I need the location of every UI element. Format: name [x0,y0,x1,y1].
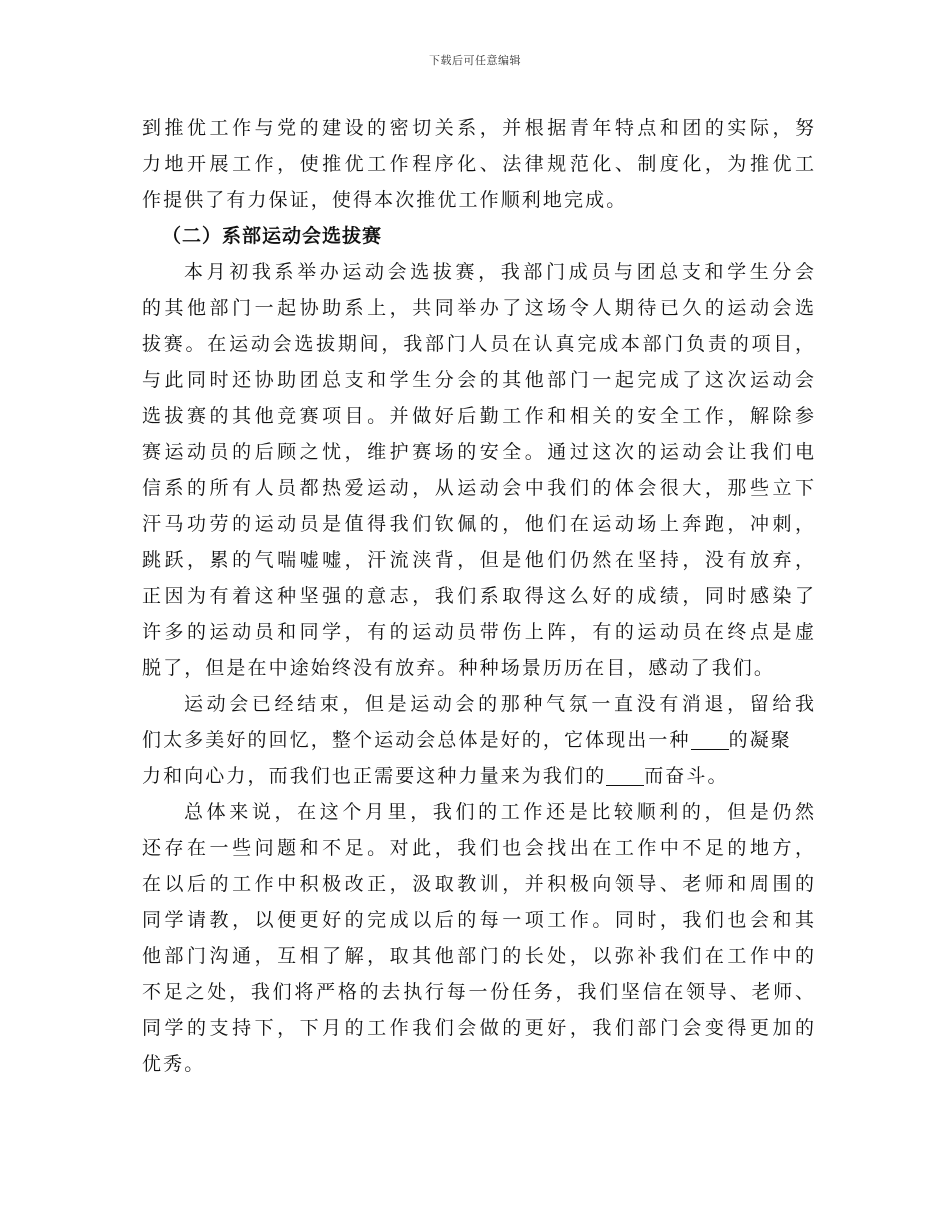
paragraph-line: 运动会已经结束，但是运动会的那种气氛一直没有消退，留给我 [184,693,814,715]
paragraph-line: 信系的所有人员都热爱运动，从运动会中我们的体会很大，那些立下 [142,477,814,499]
paragraph-line: 还存在一些问题和不足。对此，我们也会找出在工作中不足的地方， [142,837,814,859]
paragraph-line [142,722,814,758]
paragraph-line: 正因为有着这种坚强的意志，我们系取得这么好的成绩，同时感染了 [142,585,814,607]
page-header: 下载后可任意编辑 [429,54,521,67]
section-heading: （二）系部运动会选拔赛 [162,225,383,247]
paragraph-line: 不足之处，我们将严格的去执行每一份任务，我们坚信在领导、老师、 [142,981,814,1003]
paragraph-line [142,758,814,794]
paragraph-line: 在以后的工作中积极改正，汲取教训，并积极向领导、老师和周围的 [142,873,814,895]
line-text: 而奋斗。 [644,765,729,787]
paragraph-line: 赛运动员的后顾之忧，维护赛场的安全。通过这次的运动会让我们电 [142,441,814,463]
fill-in-blank [606,765,644,786]
paragraph-1 [142,110,814,218]
paragraph-line: 同学请教，以便更好的完成以后的每一项工作。同时，我们也会和其 [142,909,814,931]
paragraph-line: 许多的运动员和同学，有的运动员带伤上阵，有的运动员在终点是虚 [142,621,814,643]
paragraph-line: 拔赛。在运动会选拔期间，我部门人员在认真完成本部门负责的项目， [142,333,814,355]
paragraph-line: 的其他部门一起协助系上，共同举办了这场令人期待已久的运动会选 [142,297,814,319]
paragraph-line: 与此同时还协助团总支和学生分会的其他部门一起完成了这次运动会 [142,369,814,391]
paragraph-line: 脱了，但是在中途始终没有放弃。种种场景历历在目，感动了我们。 [142,657,776,679]
paragraph-4 [142,794,814,1082]
line-text: 的凝聚 [728,729,792,751]
paragraph-line: 本月初我系举办运动会选拔赛，我部门成员与团总支和学生分会 [184,261,814,283]
paragraph-line: 总体来说，在这个月里，我们的工作还是比较顺利的，但是仍然 [184,801,814,823]
paragraph-line: 他部门沟通，互相了解，取其他部门的长处，以弥补我们在工作中的 [142,945,814,967]
paragraph-3 [142,686,814,794]
line-text: 们太多美好的回忆，整个运动会总体是好的，它体现出一种 [142,729,691,751]
paragraph-line: 选拔赛的其他竞赛项目。并做好后勤工作和相关的安全工作，解除参 [142,405,814,427]
line-text: 力和向心力，而我们也正需要这种力量来为我们的 [142,765,607,787]
paragraph-line: 到推优工作与党的建设的密切关系，并根据青年特点和团的实际，努 [142,117,814,139]
fill-in-blank [691,729,729,750]
paragraph-line: 作提供了有力保证，使得本次推优工作顺利地完成。 [142,189,628,211]
paragraph-line: 力地开展工作，使推优工作程序化、法律规范化、制度化，为推优工 [142,153,814,175]
paragraph-line: 跳跃，累的气喘嘘嘘，汗流浃背，但是他们仍然在坚持，没有放弃， [142,549,814,571]
document-body [142,110,814,1082]
paragraph-line: 优秀。 [142,1053,206,1075]
paragraph-2 [142,254,814,686]
paragraph-line: 同学的支持下，下月的工作我们会做的更好，我们部门会变得更加的 [142,1017,814,1039]
paragraph-line: 汗马功劳的运动员是值得我们钦佩的，他们在运动场上奔跑，冲刺， [142,513,814,535]
